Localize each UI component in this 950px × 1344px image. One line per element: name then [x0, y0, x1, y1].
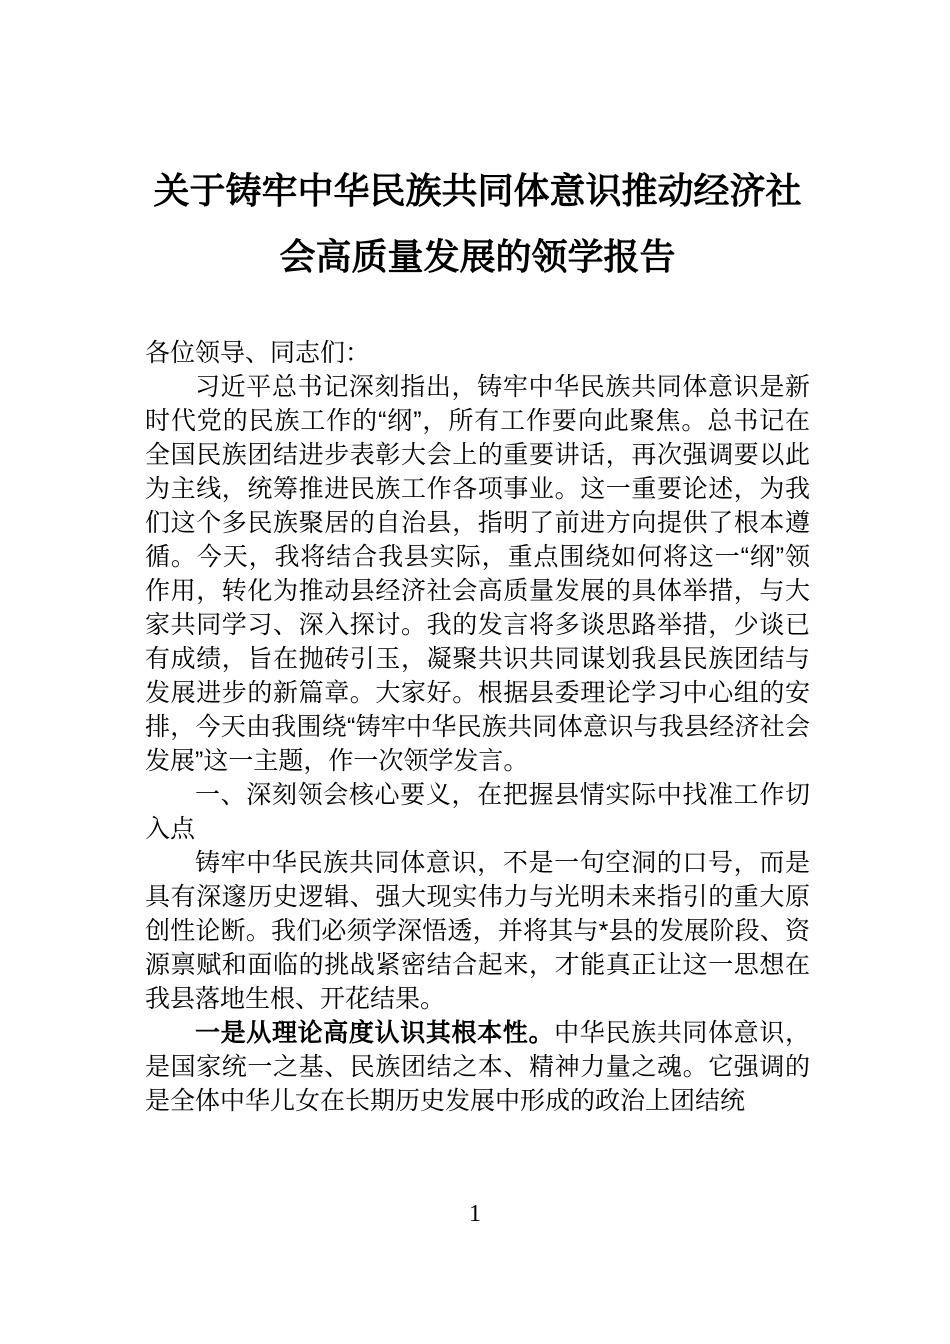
section-heading-1: 一、深刻领会核心要义，在把握县情实际中找准工作切入点 — [145, 781, 810, 843]
document-body — [145, 336, 810, 1118]
paragraph-core-meaning: 铸牢中华民族共同体意识，不是一句空洞的口号，而是具有深邃历史逻辑、强大现实伟力与光明未来指引的重大原创性论断。我们必须学深悟透，并将其与*县的发展阶段、资源禀赋和面临的挑战紧密结合起来，才能真正让这一思想在我县落地生根、开花结果。 — [145, 849, 810, 1013]
page-number: 1 — [469, 1201, 481, 1227]
paragraph-point-1 — [145, 1016, 810, 1118]
point-1-text: 中华民族共同体意识，是国家统一之基、民族团结之本、精神力量之魂。它强调的是全体中华儿女在长期历史发展中形成的政治上团结统 — [145, 1019, 810, 1115]
document-title: 关于铸牢中华民族共同体意识推动经济社会高质量发展的领学报告 — [153, 170, 802, 277]
paragraph-introduction: 习近平总书记深刻指出，铸牢中华民族共同体意识是新时代党的民族工作的“纲”，所有工作要向此聚焦。总书记在全国民族团结进步表彰大会上的重要讲话，再次强调要以此为主线，统筹推进民族工作各项事业。这一重要论述，为我们这个多民族聚居的自治县，指明了前进方向提供了根本遵循。今天，我将结合我县实际，重点围绕如何将这一“纲”领作用，转化为推动县经济社会高质量发展的具体举措，与大家共同学习、深入探讨。我的发言将多谈思路举措，少谈已有成绩，旨在抛砖引玉，凝聚共识共同谋划我县民族团结与发展进步的新篇章。大家好。根据县委理论学习中心组的安排，今天由我围绕“铸牢中华民族共同体意识与我县经济社会发展”这一主题，作一次领学发言。 — [145, 373, 810, 775]
salutation: 各位领导、同志们： — [145, 339, 371, 367]
point-1-lead: 一是从理论高度认识其根本性。 — [195, 1019, 555, 1047]
